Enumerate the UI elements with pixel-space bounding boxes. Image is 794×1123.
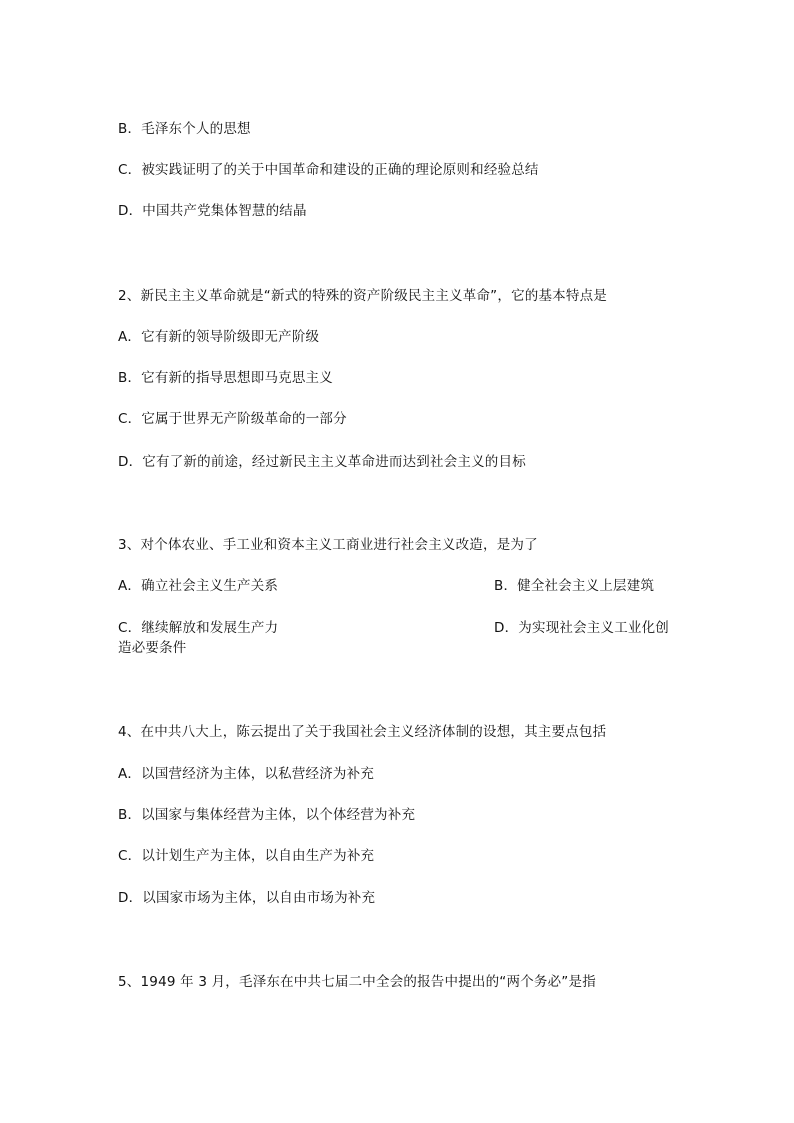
q4-option-d: D．以国家市场为主体，以自由市场为补充 [118,890,376,906]
q2-option-d: D．它有了新的前途，经过新民主主义革命进而达到社会主义的目标 [118,454,526,470]
q2-option-a: A．它有新的领导阶级即无产阶级 [118,329,320,345]
q3-option-b: B．健全社会主义上层建筑 [494,578,655,594]
q4-option-c: C．以计划生产为主体，以自由生产为补充 [118,848,375,864]
q4-stem: 4、在中共八大上，陈云提出了关于我国社会主义经济体制的设想，其主要点包括 [118,724,607,740]
q2-stem: 2、新民主主义革命就是“新式的特殊的资产阶级民主主义革命”，它的基本特点是 [118,288,607,304]
q2-option-b: B．它有新的指导思想即马克思主义 [118,370,333,386]
q3-option-c: C．继续解放和发展生产力 [118,620,279,636]
q3-option-a: A．确立社会主义生产关系 [118,578,279,594]
q3-option-d-continuation: 造必要条件 [118,640,187,656]
q1-option-c: C．被实践证明了的关于中国革命和建设的正确的理论原则和经验总结 [118,162,539,178]
q4-option-b: B．以国家与集体经营为主体，以个体经营为补充 [118,807,416,823]
q3-option-d: D．为实现社会主义工业化创 [494,620,669,636]
q5-stem: 5、1949 年 3 月，毛泽东在中共七届二中全会的报告中提出的“两个务必”是指 [118,974,596,990]
q3-stem: 3、对个体农业、手工业和资本主义工商业进行社会主义改造，是为了 [118,537,538,553]
q2-option-c: C．它属于世界无产阶级革命的一部分 [118,411,347,427]
q1-option-d: D．中国共产党集体智慧的结晶 [118,203,307,219]
q1-option-b: B．毛泽东个人的思想 [118,121,251,137]
q4-option-a: A．以国营经济为主体，以私营经济为补充 [118,766,375,782]
